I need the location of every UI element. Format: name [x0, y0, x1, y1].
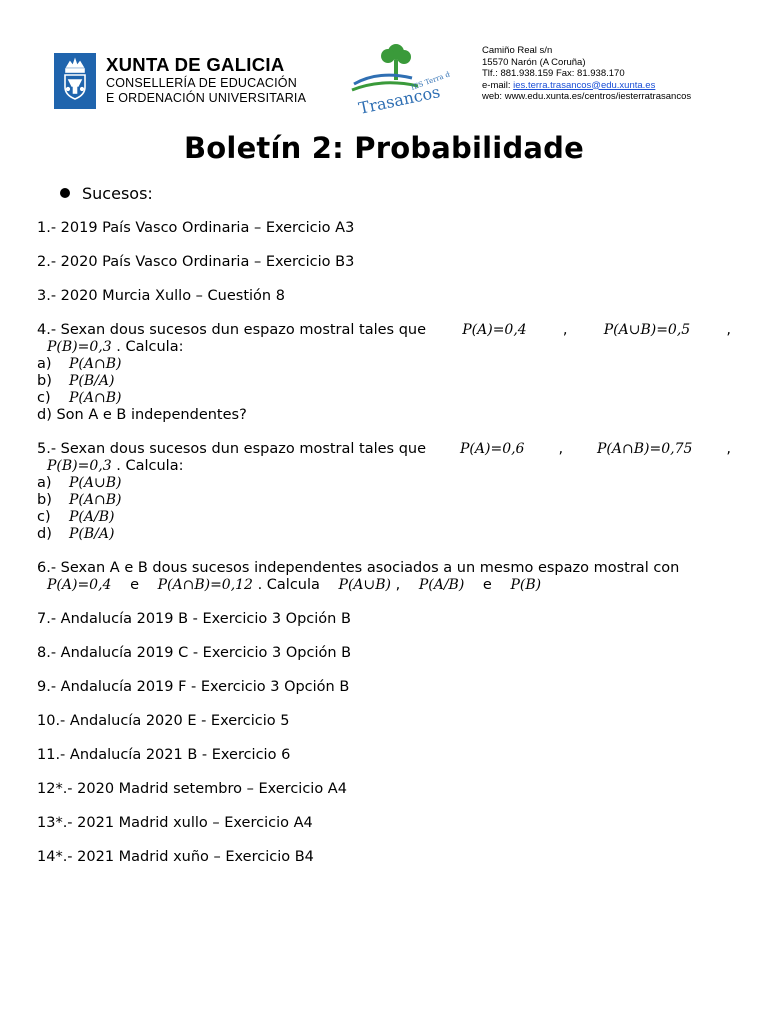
exercise-5-b-formula: P(A∩B) [69, 492, 122, 508]
bullet-dot-icon [60, 188, 70, 198]
page-title: Boletín 2: Probabilidade [184, 131, 584, 165]
exercise-4-c-formula: P(A∩B) [69, 390, 122, 406]
exercise-6-formula-4: P(A/B) [418, 577, 465, 593]
exercise-5-a-formula: P(A∪B) [69, 475, 122, 491]
exercise-5-c: c) P(A/B) [37, 509, 115, 525]
exercise-5-formula-2: P(A∩B)=0,75 [597, 441, 693, 457]
exercise-4-intro: 4.- Sexan dous sucesos dun espazo mostral tales que P(A)=0,4 , P(A∪B)=0,5 , [37, 322, 731, 338]
school-logo-name: Trasancos [356, 82, 442, 118]
exercise-5-b: b) P(A∩B) [37, 492, 122, 508]
contact-city: 15570 Narón (A Coruña) [482, 56, 586, 68]
exercise-6 [37, 560, 731, 594]
exercise-4-formula-3: P(B)=0,3 [47, 339, 112, 355]
school-logo-small-text: IES Terra de [409, 69, 450, 92]
school-logo [350, 42, 450, 120]
exercise-4-b-formula: P(B/A) [69, 373, 115, 389]
exercise-5-calcula: . Calcula: [116, 458, 184, 474]
exercise-5-a: a) P(A∪B) [37, 475, 122, 491]
exercise-1: 1.- 2019 País Vasco Ordinaria – Exercicio A3 [37, 220, 355, 236]
section-bullet-label: Sucesos: [82, 184, 153, 203]
exercise-13: 13*.- 2021 Madrid xullo – Exercicio A4 [37, 815, 313, 831]
exercise-4-c: c) P(A∩B) [37, 390, 122, 406]
exercise-list [37, 182, 731, 883]
exercise-11: 11.- Andalucía 2021 B - Exercicio 6 [37, 747, 291, 763]
exercise-5-formula-3: P(B)=0,3 [47, 458, 112, 474]
page-header [0, 0, 768, 125]
exercise-5-d: d) P(B/A) [37, 526, 115, 542]
exercise-6-line-2: P(A)=0,4 e P(A∩B)=0,12 . Calcula P(A∪B) , P(A/B) e P(B) [47, 577, 542, 593]
exercise-2: 2.- 2020 País Vasco Ordinaria – Exercicio B3 [37, 254, 355, 270]
exercise-6-formula-1: P(A)=0,4 [47, 577, 112, 593]
exercise-4-formula-1: P(A)=0,4 [462, 322, 527, 338]
exercise-10: 10.- Andalucía 2020 E - Exercicio 5 [37, 713, 290, 729]
exercise-6-line-1: 6.- Sexan A e B dous sucesos independentes asociados a un mesmo espazo mostral con [37, 560, 680, 576]
exercise-14: 14*.- 2021 Madrid xuño – Exercicio B4 [37, 849, 314, 865]
contact-email-link[interactable]: ies.terra.trasancos@edu.xunta.es [513, 79, 656, 91]
exercise-4 [37, 322, 731, 424]
exercise-5-c-formula: P(A/B) [69, 509, 115, 525]
contact-web: web: www.edu.xunta.es/centros/iesterratrasancos [482, 91, 692, 102]
exercise-5-intro: 5.- Sexan dous sucesos dun espazo mostral tales que P(A)=0,6 , P(A∩B)=0,75 , [37, 441, 731, 457]
org-line-1: CONSELLERÍA DE EDUCACIÓN [106, 76, 297, 90]
exercise-4-line-2 [37, 339, 731, 356]
exercise-9: 9.- Andalucía 2019 F - Exercicio 3 Opción B [37, 679, 350, 695]
exercise-4-b: b) P(B/A) [37, 373, 115, 389]
xunta-coat-of-arms-logo [54, 53, 96, 109]
org-title: XUNTA DE GALICIA [106, 54, 285, 75]
exercise-8: 8.- Andalucía 2019 C - Exercicio 3 Opción B [37, 645, 352, 661]
contact-email-row [482, 80, 691, 92]
exercise-4-calcula: . Calcula: [116, 339, 184, 355]
exercise-12: 12*.- 2020 Madrid setembro – Exercicio A4 [37, 781, 347, 797]
org-line-2: E ORDENACIÓN UNIVERSITARIA [106, 91, 307, 105]
exercise-5-line-2 [37, 458, 731, 475]
exercise-6-formula-5: P(B) [510, 577, 542, 593]
contact-email-label: e-mail: [482, 79, 514, 91]
exercise-4-formula-2: P(A∪B)=0,5 [603, 322, 691, 338]
exercise-5 [37, 441, 731, 543]
contact-block [482, 45, 691, 103]
exercise-6-calcula: . Calcula [257, 577, 320, 593]
exercise-4-a-formula: P(A∩B) [69, 356, 122, 372]
exercise-5-d-formula: P(B/A) [69, 526, 115, 542]
contact-address: Camiño Real s/n [482, 45, 553, 56]
exercise-6-formula-2: P(A∩B)=0,12 [157, 577, 253, 593]
exercise-3: 3.- 2020 Murcia Xullo – Cuestión 8 [37, 288, 285, 304]
exercise-4-intro-text: 4.- Sexan dous sucesos dun espazo mostral tales que [37, 322, 427, 338]
exercise-5-intro-text: 5.- Sexan dous sucesos dun espazo mostral tales que [37, 441, 427, 457]
exercise-6-formula-3: P(A∪B) [338, 577, 392, 593]
exercise-4-d: d) Son A e B independentes? [37, 407, 247, 423]
section-bullet [60, 182, 731, 206]
exercise-7: 7.- Andalucía 2019 B - Exercicio 3 Opción B [37, 611, 351, 627]
exercise-4-a: a) P(A∩B) [37, 356, 122, 372]
contact-phone: Tlf.: 881.938.159 Fax: 81.938.170 [482, 68, 625, 79]
exercise-5-formula-1: P(A)=0,6 [460, 441, 525, 457]
xunta-org-text [106, 54, 306, 106]
